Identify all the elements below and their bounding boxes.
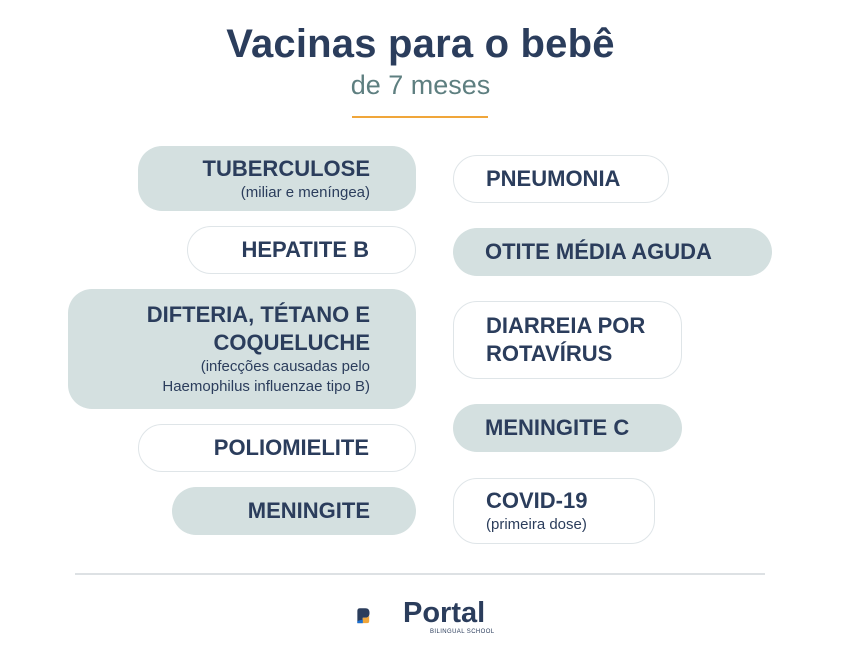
vaccine-name: POLIOMIELITE [213,435,369,460]
vaccine-note: (primeira dose) [486,516,587,533]
vaccine-name-line-2: ROTAVÍRUS [486,341,613,366]
vaccine-name: HEPATITE B [241,237,369,262]
vaccine-name: TUBERCULOSE [202,155,370,181]
vaccine-name: PNEUMONIA [486,166,621,191]
vaccine-note: (miliar e meníngea) [240,183,370,201]
portal-logo-icon [356,591,400,641]
vaccine-pneumonia [453,155,669,203]
vaccine-name: MENINGITE [247,498,370,523]
vaccine-tuberculose [138,146,416,211]
vaccine-name-line-2: COQUELUCHE [213,330,370,355]
footer-divider [75,573,765,575]
vaccine-name-line-1: DIARREIA POR [486,313,646,338]
vaccine-note-line-2: Haemophilus influenzae tipo B) [162,378,370,395]
vaccine-meningite [172,487,416,535]
logo-wordmark: Portal [403,597,486,629]
vaccine-name: MENINGITE C [485,415,630,440]
vaccine-hepatite-b [187,226,416,274]
vaccine-covid-19 [453,478,655,544]
vaccine-name: COVID-19 [486,488,588,513]
vaccine-meningite-c [453,404,682,452]
vaccine-otite-media-aguda [453,228,772,276]
page-title: Vacinas para o bebê [226,22,615,66]
title-divider [352,116,488,118]
page-subtitle: de 7 meses [350,70,491,100]
vaccine-difteria-tetano-coqueluche [68,289,416,409]
vaccine-diarreia-rotavirus [453,301,682,379]
vaccine-name-line-1: DIFTERIA, TÉTANO E [146,302,370,327]
vaccine-poliomielite [138,424,416,472]
vaccine-note-line-1: (infecções causadas pelo [200,358,370,375]
logo-tagline: BILINGUAL SCHOOL [430,629,495,635]
vaccine-name: OTITE MÉDIA AGUDA [485,239,712,264]
